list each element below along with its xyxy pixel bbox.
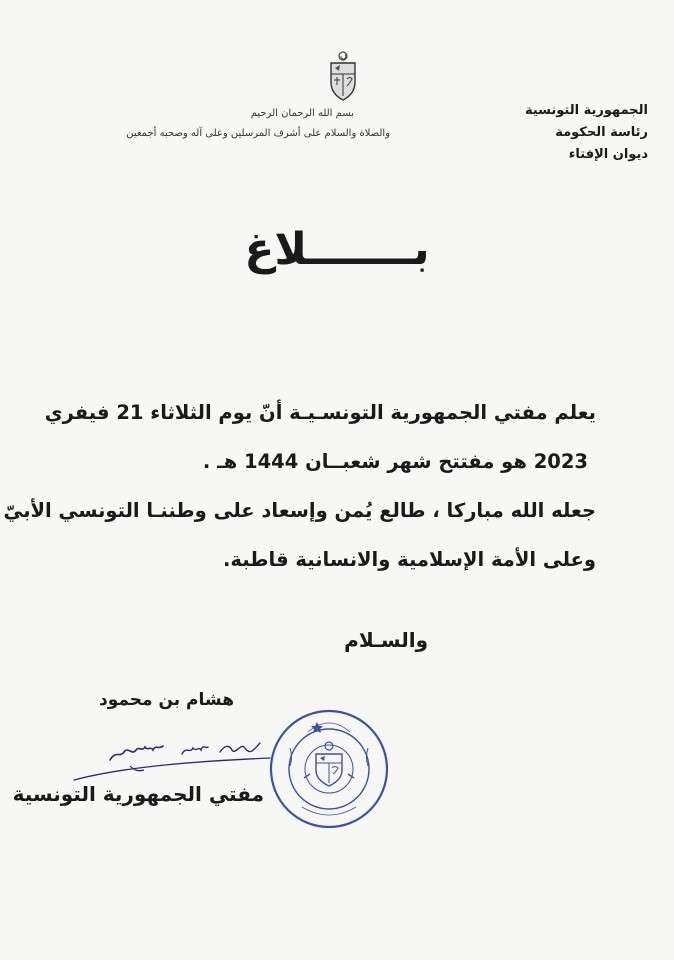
- authority-line-fatwa-office: ديوان الإفتاء: [568, 147, 648, 162]
- salawat-line: والصلاة والسلام على أشرف المرسلين وعلى آله وصحبه أجمعين: [126, 128, 390, 139]
- body-line-3: جعله الله مباركا ، طالع يُمن وإسعاد على وطننـا التونسي الأبيّ: [3, 499, 596, 522]
- issuing-authority: [458, 100, 648, 166]
- signatory-title: مفتي الجمهورية التونسية: [12, 782, 264, 806]
- body-line-1: يعلم مفتي الجمهورية التونسـيـة أنّ يوم الثلاثاء 21 فيفري: [44, 401, 596, 424]
- official-stamp: [268, 708, 390, 830]
- religious-opening: [40, 104, 390, 144]
- tunisia-coat-of-arms-icon: [326, 50, 360, 102]
- bismillah-line: بسم الله الرحمان الرحيم: [250, 108, 354, 119]
- authority-line-government: رئاسة الحكومة: [555, 125, 648, 140]
- body-line-2: 2023 هو مفتتح شهر شعبــان 1444 هـ .: [202, 450, 588, 473]
- announcement-title: بـــــــلاغ: [244, 224, 430, 275]
- closing-greeting: والسـلام: [344, 628, 428, 652]
- authority-line-republic: الجمهورية التونسية: [524, 103, 648, 118]
- signatory-name: هشام بن محمود: [98, 690, 234, 710]
- body-line-4: وعلى الأمة الإسلامية والانسانية قاطبة.: [222, 548, 596, 571]
- announcement-body: [3, 388, 596, 584]
